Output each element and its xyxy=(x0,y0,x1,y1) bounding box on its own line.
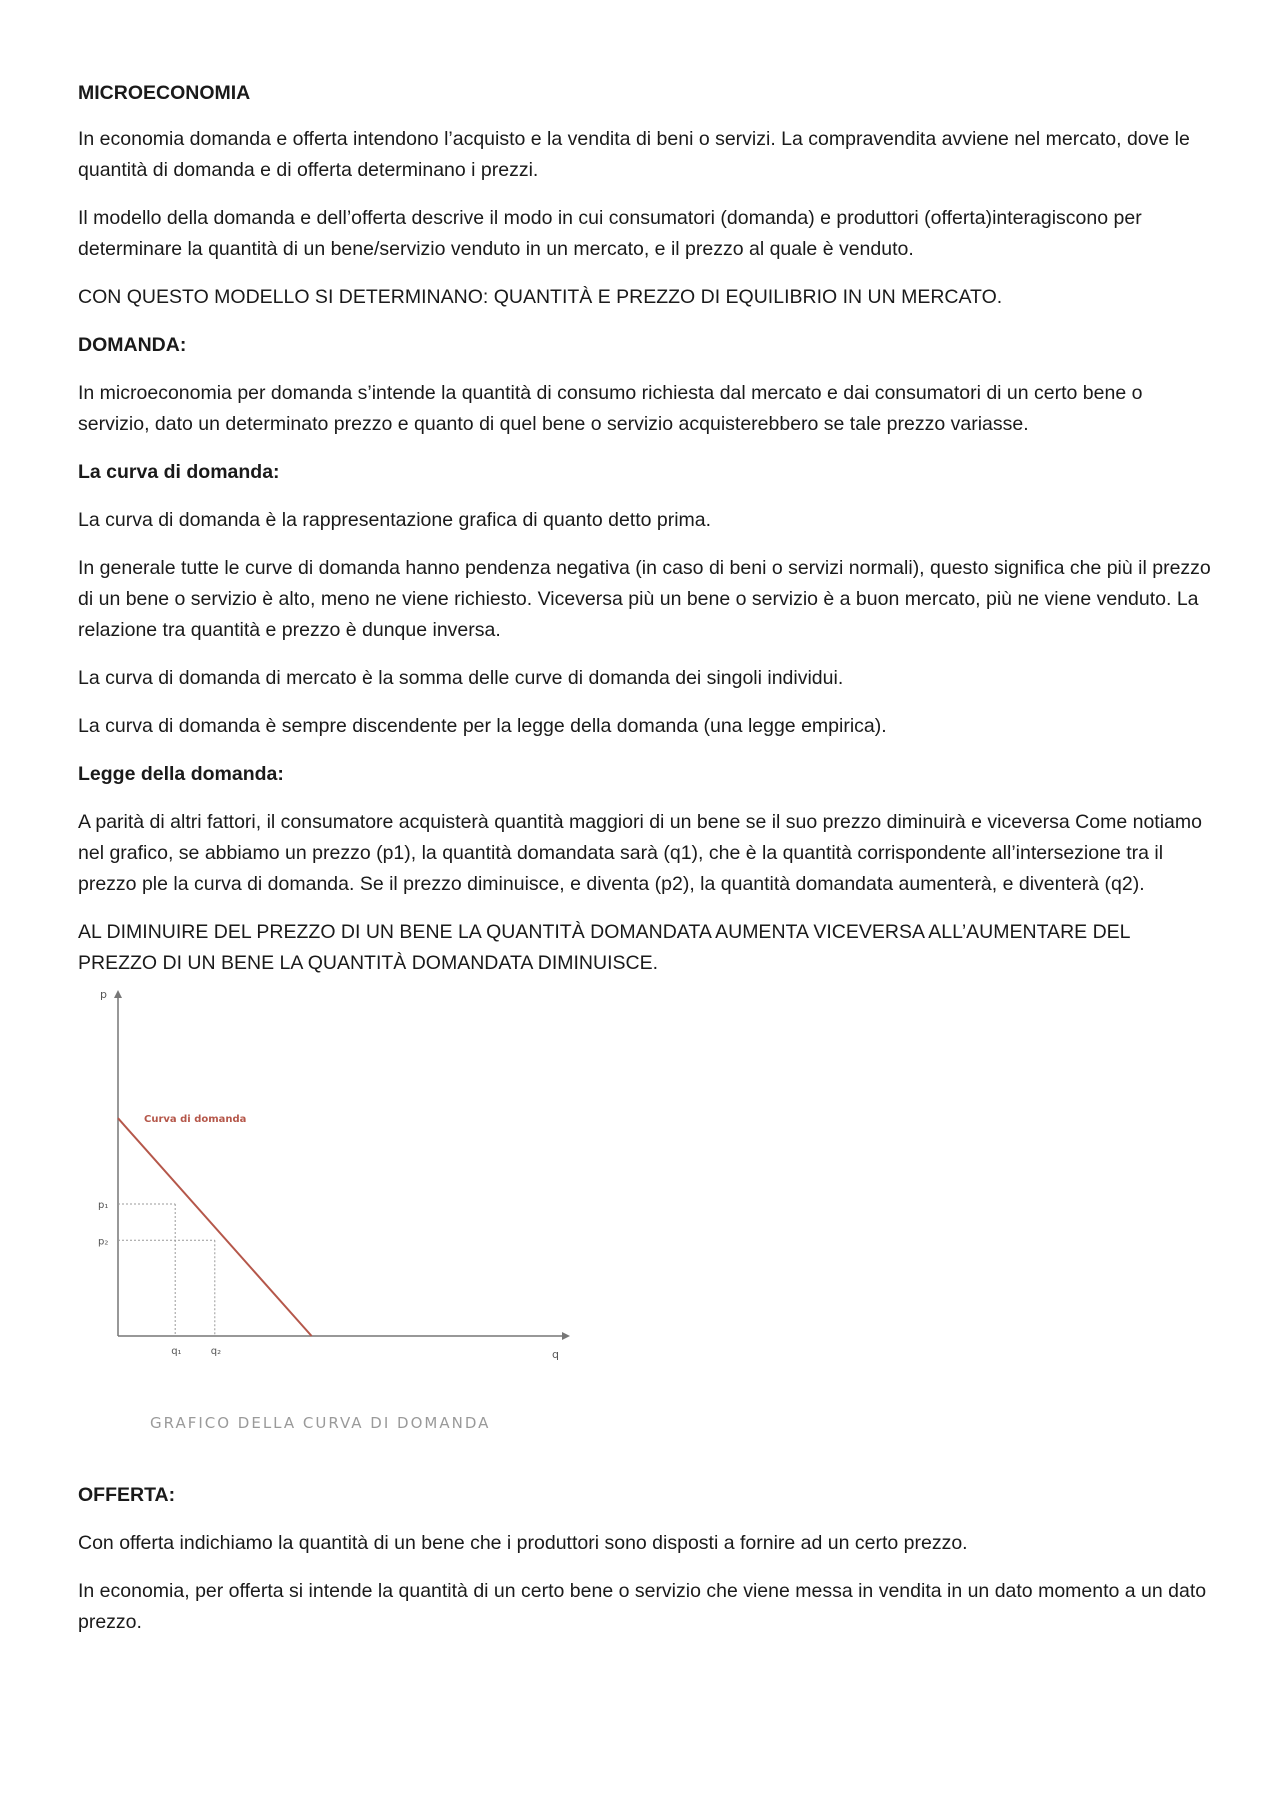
curva-paragraph-4: La curva di domanda è sempre discendente per la legge della domanda (una legge empirica). xyxy=(78,715,887,737)
document-page xyxy=(78,78,1213,1655)
intro-paragraph-2: Il modello della domanda e dell’offerta descrive il modo in cui consumatori (domanda) e produttori (offerta)interagiscono per determinare la quantità di un bene/servizio venduto in un mercato, e il prezzo al quale è venduto. xyxy=(78,207,1142,260)
y-axis-arrow xyxy=(114,990,122,998)
price-tick-label: p₁ xyxy=(98,1200,109,1211)
legge-paragraph-2: AL DIMINUIRE DEL PREZZO DI UN BENE LA QUANTITÀ DOMANDATA AUMENTA VICEVERSA ALL’AUMENTARE DEL PREZZO DI UN BENE LA QUANTITÀ DOMANDATA DIMINUISCE. xyxy=(78,921,1130,974)
curva-paragraph-1: La curva di domanda è la rappresentazione grafica di quanto detto prima. xyxy=(78,509,712,531)
legge-paragraph-1: A parità di altri fattori, il consumatore acquisterà quantità maggiori di un bene se il suo prezzo diminuirà e viceversa Come notiamo nel grafico, se abbiamo un prezzo (p1), la quantità domandata sarà (q1), che è la quantità corrispondente all’intersezione tra il prezzo ple la curva di domanda. Se il prezzo diminuisce, e diventa (p2), la quantità domandata aumenterà, e diventerà (q2). xyxy=(78,811,1202,895)
chart-caption: GRAFICO DELLA CURVA DI DOMANDA xyxy=(150,1414,491,1432)
x-axis-label: q xyxy=(552,1348,559,1361)
price-tick-label: p₂ xyxy=(98,1236,109,1248)
legge-heading: Legge della domanda: xyxy=(78,763,284,785)
domanda-heading: DOMANDA: xyxy=(78,334,187,356)
offerta-paragraph-1: Con offerta indichiamo la quantità di un bene che i produttori sono disposti a fornire ad un certo prezzo. xyxy=(78,1532,968,1554)
doc-title: MICROECONOMIA xyxy=(78,82,251,104)
intro-paragraph-3: CON QUESTO MODELLO SI DETERMINANO: QUANTITÀ E PREZZO DI EQUILIBRIO IN UN MERCATO. xyxy=(78,286,1003,308)
domanda-paragraph: In microeconomia per domanda s’intende la quantità di consumo richiesta dal mercato e dai consumatori di un certo bene o servizio, dato un determinato prezzo e quanto di quel bene o servizio acquisterebbero se tale prezzo variasse. xyxy=(78,382,1143,435)
x-axis-arrow xyxy=(562,1332,570,1340)
offerta-heading: OFFERTA: xyxy=(78,1484,176,1506)
intro-paragraph-1: In economia domanda e offerta intendono l’acquisto e la vendita di beni o servizi. La compravendita avviene nel mercato, dove le quantità di domanda e di offerta determinano i prezzi. xyxy=(78,128,1190,181)
demand-curve-label: Curva di domanda xyxy=(144,1114,247,1126)
offerta-paragraph-2: In economia, per offerta si intende la quantità di un certo bene o servizio che viene messa in vendita in un dato momento a un dato prezzo. xyxy=(78,1580,1207,1633)
quantity-tick-label: q₁ xyxy=(171,1346,182,1357)
demand-curve-line xyxy=(118,1118,312,1336)
curva-heading: La curva di domanda: xyxy=(78,461,280,483)
curva-paragraph-3: La curva di domanda di mercato è la somma delle curve di domanda dei singoli individui. xyxy=(78,667,844,689)
chart-canvas xyxy=(78,988,598,1406)
demand-curve-chart xyxy=(78,988,598,1466)
curva-paragraph-2: In generale tutte le curve di domanda hanno pendenza negativa (in caso di beni o servizi normali), questo significa che più il prezzo di un bene o servizio è alto, meno ne viene richiesto. Viceversa più un bene o servizio è a buon mercato, più ne viene venduto. La relazione tra quantità e prezzo è dunque inversa. xyxy=(78,557,1211,641)
y-axis-label: p xyxy=(100,988,107,1001)
quantity-tick-label: q₂ xyxy=(210,1346,222,1357)
